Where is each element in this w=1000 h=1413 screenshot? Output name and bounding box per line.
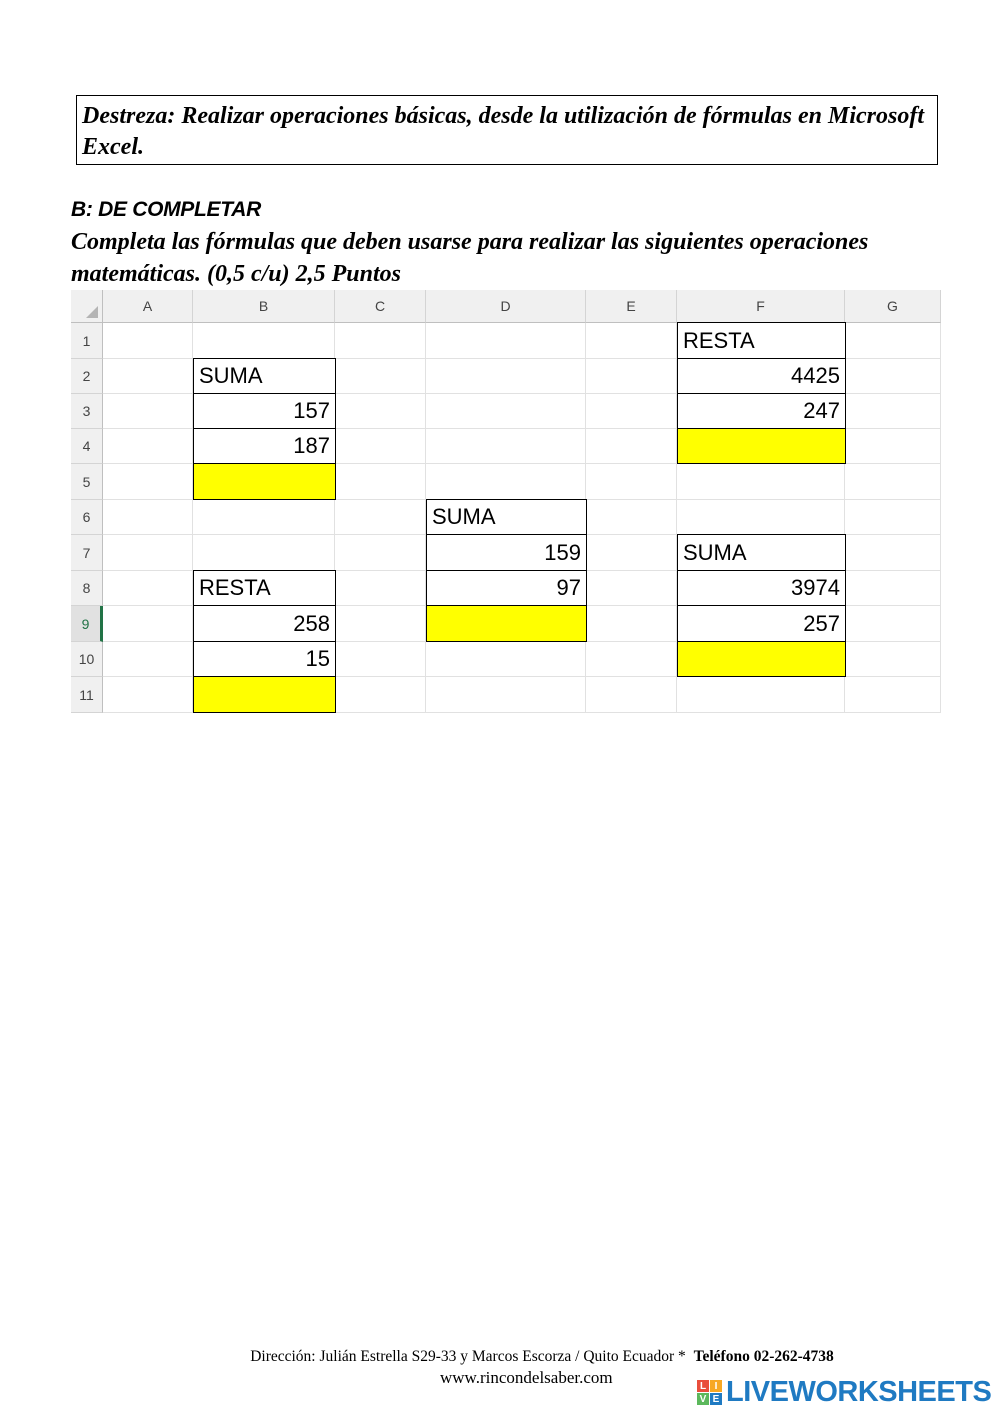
- grid-cell-d1: [426, 323, 586, 359]
- grid-cell-g11: [845, 677, 941, 713]
- grid-cell-a4: [103, 429, 193, 464]
- grid-cell-c7: [335, 535, 426, 571]
- grid-cell-e5: [586, 464, 677, 500]
- grid-cell-c10: [335, 642, 426, 677]
- cell-d8: 97: [426, 570, 587, 606]
- grid-cell-e3: [586, 394, 677, 429]
- grid-cell-g10: [845, 642, 941, 677]
- footer-phone: Teléfono 02-262-4738: [693, 1348, 834, 1365]
- grid-cell-a8: [103, 571, 193, 606]
- grid-cell-c9: [335, 606, 426, 642]
- cell-b2: SUMA: [193, 358, 336, 394]
- logo-square-v: V: [697, 1393, 709, 1405]
- logo-text: LIVEWORKSHEETS: [726, 1376, 992, 1408]
- grid-cell-g3: [845, 394, 941, 429]
- grid-cell-a6: [103, 500, 193, 535]
- grid-cell-c6: [335, 500, 426, 535]
- cell-f8: 3974: [677, 570, 846, 606]
- grid-cell-g4: [845, 429, 941, 464]
- footer-address-line: [0, 1348, 1000, 1366]
- column-header-a[interactable]: A: [103, 290, 193, 323]
- cell-b9: 258: [193, 605, 336, 642]
- cell-b8: RESTA: [193, 570, 336, 606]
- grid-cell-g1: [845, 323, 941, 359]
- cell-f9: 257: [677, 605, 846, 642]
- grid-cell-a9: [103, 606, 193, 642]
- grid-cell-a3: [103, 394, 193, 429]
- cell-b3: 157: [193, 393, 336, 429]
- grid-cell-e10: [586, 642, 677, 677]
- grid-cell-d2: [426, 359, 586, 394]
- answer-cell-b11[interactable]: [193, 676, 336, 713]
- grid-cell-g5: [845, 464, 941, 500]
- grid-cell-e4: [586, 429, 677, 464]
- grid-cell-a10: [103, 642, 193, 677]
- grid-cell-e11: [586, 677, 677, 713]
- cell-f7: SUMA: [677, 534, 846, 571]
- row-header-8[interactable]: 8: [71, 571, 103, 606]
- grid-cell-e7: [586, 535, 677, 571]
- column-header-f[interactable]: F: [677, 290, 845, 323]
- row-header-9[interactable]: 9: [71, 606, 103, 642]
- instructions: Completa las fórmulas que deben usarse para realizar las siguientes operaciones matemáticas. (0,5 c/u) 2,5 Puntos: [71, 229, 869, 287]
- row-header-6[interactable]: 6: [71, 500, 103, 535]
- logo-square-e: E: [710, 1393, 722, 1405]
- cell-d6: SUMA: [426, 499, 587, 535]
- grid-cell-a7: [103, 535, 193, 571]
- answer-cell-f10[interactable]: [677, 641, 846, 677]
- logo-square-l: L: [697, 1380, 709, 1392]
- grid-cell-a2: [103, 359, 193, 394]
- grid-cell-c1: [335, 323, 426, 359]
- logo-mark: [697, 1380, 722, 1405]
- row-header-4[interactable]: 4: [71, 429, 103, 464]
- column-header-d[interactable]: D: [426, 290, 586, 323]
- column-header-e[interactable]: E: [586, 290, 677, 323]
- cell-d7: 159: [426, 534, 587, 571]
- grid-cell-f11: [677, 677, 845, 713]
- grid-cell-g2: [845, 359, 941, 394]
- logo-square-i: I: [710, 1380, 722, 1392]
- cell-b10: 15: [193, 641, 336, 677]
- grid-cell-g9: [845, 606, 941, 642]
- grid-cell-a1: [103, 323, 193, 359]
- row-header-11[interactable]: 11: [71, 677, 103, 713]
- grid-cell-e9: [586, 606, 677, 642]
- grid-cell-d5: [426, 464, 586, 500]
- grid-cell-e2: [586, 359, 677, 394]
- footer-website: www.rincondelsaber.com: [440, 1368, 613, 1387]
- cell-f2: 4425: [677, 358, 846, 394]
- select-all-triangle-icon: [86, 306, 98, 318]
- answer-cell-b5[interactable]: [193, 463, 336, 500]
- spreadsheet: [71, 290, 941, 716]
- cell-f3: 247: [677, 393, 846, 429]
- select-all-corner[interactable]: [71, 290, 103, 323]
- grid-cell-c2: [335, 359, 426, 394]
- column-header-c[interactable]: C: [335, 290, 426, 323]
- grid-cell-e6: [586, 500, 677, 535]
- column-header-b[interactable]: B: [193, 290, 335, 323]
- skill-statement-box: [76, 95, 938, 165]
- row-header-2[interactable]: 2: [71, 359, 103, 394]
- cell-f1: RESTA: [677, 322, 846, 359]
- grid-cell-b6: [193, 500, 335, 535]
- liveworksheets-logo: [697, 1376, 991, 1409]
- grid-cell-b7: [193, 535, 335, 571]
- column-header-g[interactable]: G: [845, 290, 941, 323]
- grid-cell-e1: [586, 323, 677, 359]
- grid-cell-a5: [103, 464, 193, 500]
- grid-cell-d3: [426, 394, 586, 429]
- grid-cell-c8: [335, 571, 426, 606]
- row-header-3[interactable]: 3: [71, 394, 103, 429]
- row-header-10[interactable]: 10: [71, 642, 103, 677]
- grid-cell-e8: [586, 571, 677, 606]
- answer-cell-f4[interactable]: [677, 428, 846, 464]
- grid-cell-g6: [845, 500, 941, 535]
- grid-cell-d11: [426, 677, 586, 713]
- grid-cell-f5: [677, 464, 845, 500]
- cell-b4: 187: [193, 428, 336, 464]
- grid-cell-c11: [335, 677, 426, 713]
- grid-cell-c5: [335, 464, 426, 500]
- row-header-5[interactable]: 5: [71, 464, 103, 500]
- answer-cell-d9[interactable]: [426, 605, 587, 642]
- grid-cell-f6: [677, 500, 845, 535]
- row-header-1[interactable]: 1: [71, 323, 103, 359]
- grid-cell-b1: [193, 323, 335, 359]
- grid-cell-d10: [426, 642, 586, 677]
- footer-address: Dirección: Julián Estrella S29-33 y Marcos Escorza / Quito Ecuador *: [250, 1348, 686, 1365]
- grid-cell-d4: [426, 429, 586, 464]
- row-header-7[interactable]: 7: [71, 535, 103, 571]
- grid-cell-g7: [845, 535, 941, 571]
- grid-cell-c3: [335, 394, 426, 429]
- section-heading: B: DE COMPLETAR: [71, 198, 261, 221]
- grid-cell-a11: [103, 677, 193, 713]
- skill-statement: Destreza: Realizar operaciones básicas, desde la utilización de fórmulas en Microsoft Excel.: [82, 103, 924, 160]
- grid-cell-g8: [845, 571, 941, 606]
- grid-cell-c4: [335, 429, 426, 464]
